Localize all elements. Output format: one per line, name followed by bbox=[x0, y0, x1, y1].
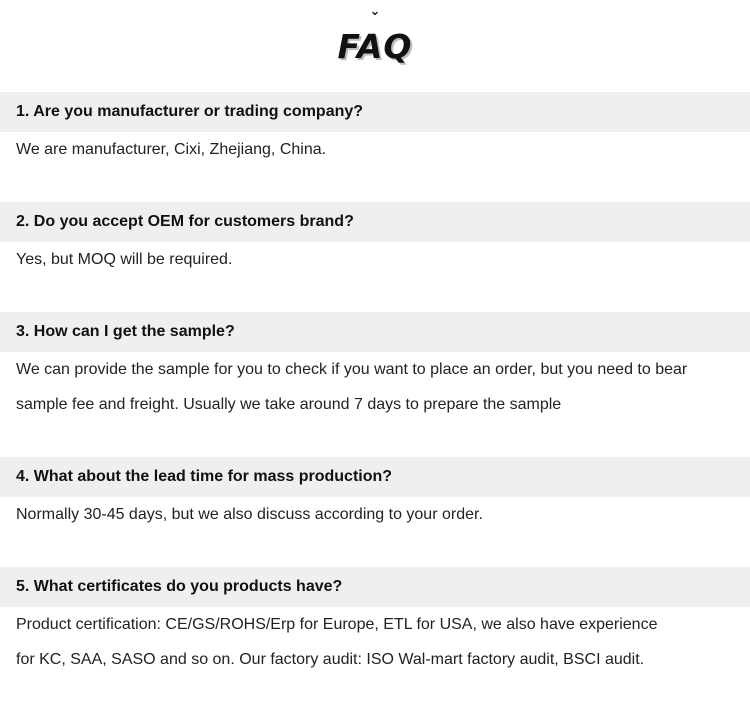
faq-answer-4 bbox=[0, 497, 750, 532]
faq-answer-line: sample fee and freight. Usually we take around 7 days to prepare the sample bbox=[16, 396, 562, 413]
chevron-down-icon: ⌄ bbox=[369, 4, 381, 19]
faq-item-1 bbox=[0, 92, 750, 167]
faq-item-4 bbox=[0, 457, 750, 532]
faq-item-5 bbox=[0, 567, 750, 677]
faq-question-5: 5. What certificates do you products have? bbox=[0, 567, 750, 607]
faq-answer-line: Yes, but MOQ will be required. bbox=[16, 251, 233, 268]
faq-answer-line: We are manufacturer, Cixi, Zhejiang, China. bbox=[16, 141, 327, 158]
faq-answer-1 bbox=[0, 132, 750, 167]
faq-header bbox=[0, 0, 750, 92]
faq-answer-5 bbox=[0, 607, 750, 677]
faq-answer-3 bbox=[0, 352, 750, 422]
faq-answer-line: Normally 30-45 days, but we also discuss according to your order. bbox=[16, 506, 483, 523]
faq-answer-line: Product certification: CE/GS/ROHS/Erp for Europe, ETL for USA, we also have experience bbox=[16, 616, 658, 633]
faq-list bbox=[0, 92, 750, 712]
faq-answer-line: for KC, SAA, SASO and so on. Our factory audit: ISO Wal-mart factory audit, BSCI audit. bbox=[16, 651, 645, 668]
faq-item-2 bbox=[0, 202, 750, 277]
faq-question-4: 4. What about the lead time for mass production? bbox=[0, 457, 750, 497]
faq-answer-2 bbox=[0, 242, 750, 277]
faq-item-3 bbox=[0, 312, 750, 422]
page-title: FAQ bbox=[337, 27, 413, 66]
faq-question-3: 3. How can I get the sample? bbox=[0, 312, 750, 352]
faq-question-1: 1. Are you manufacturer or trading company? bbox=[0, 92, 750, 132]
faq-answer-line: We can provide the sample for you to check if you want to place an order, but you need to bear bbox=[16, 361, 688, 378]
faq-question-2: 2. Do you accept OEM for customers brand? bbox=[0, 202, 750, 242]
